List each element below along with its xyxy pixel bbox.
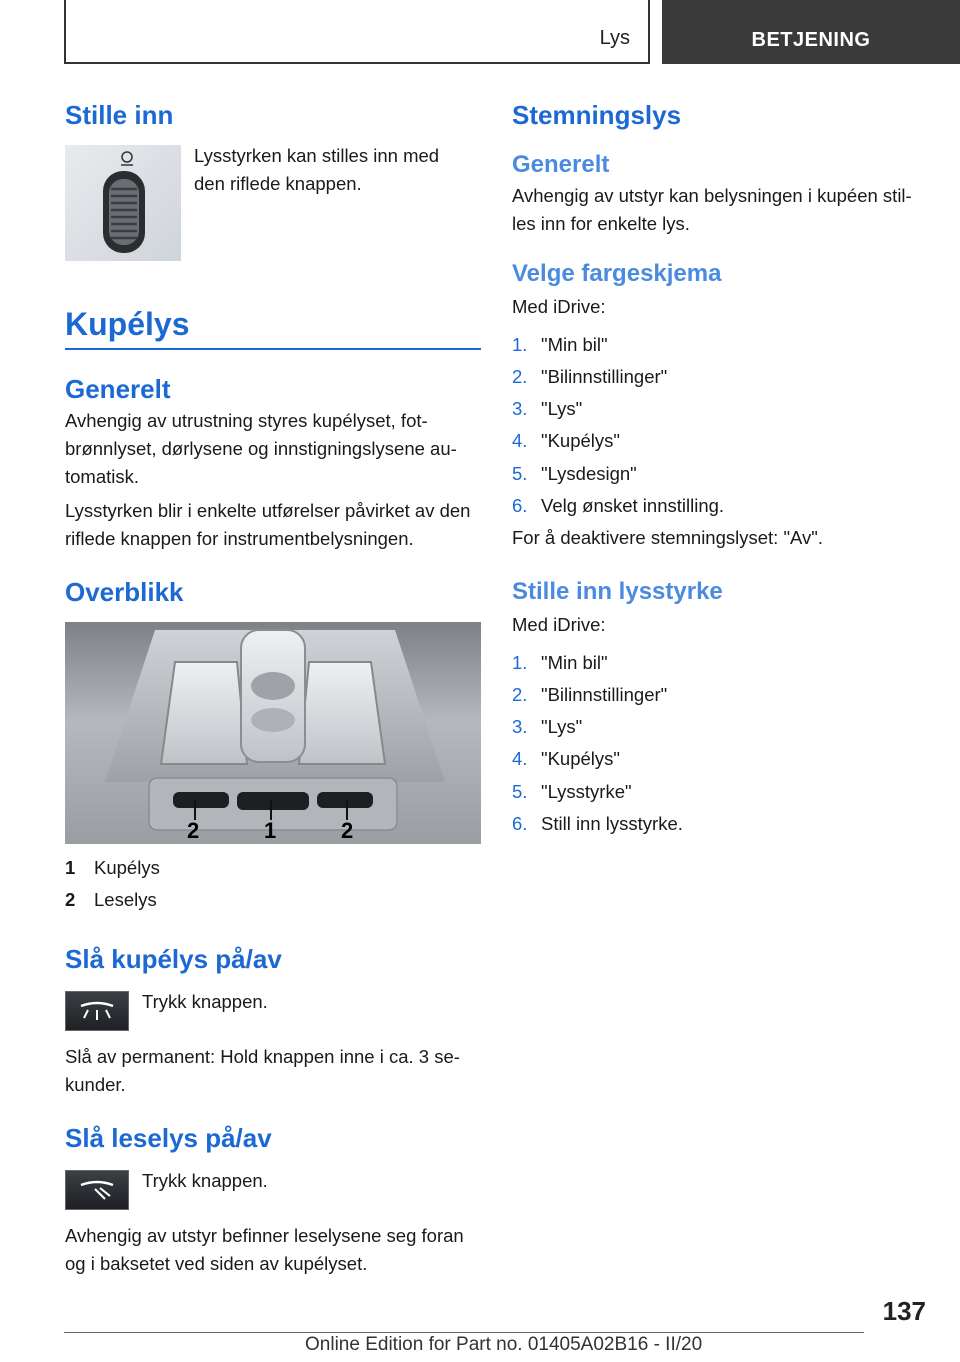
legend-item: [65, 852, 481, 884]
legend-label: Kupélys: [94, 856, 160, 878]
step-text: "Bilinnstillinger": [541, 684, 668, 705]
overblikk-heading: Overblikk: [65, 576, 184, 607]
legend-number: 1: [65, 856, 76, 878]
step-text: Velg ønsket innstilling.: [541, 494, 725, 516]
kupelys-generelt-paragraph-2: Lysstyrken blir i enkelte utførelser påvirket av den riflede knappen for instrumentbelysningen.: [65, 499, 471, 549]
interior-light-unit-photo: [65, 622, 481, 844]
lysstyrke-steps: [512, 647, 928, 840]
list-item: [512, 647, 928, 679]
footer-divider: [64, 1332, 864, 1333]
header-section-box: [64, 0, 650, 64]
step-number: 5.: [512, 462, 528, 484]
stille-inn-text: Lysstyrken kan stilles inn med den riflede knappen.: [194, 145, 440, 195]
step-number: 1.: [512, 651, 528, 673]
kupelys-heading: Kupélys: [65, 305, 481, 349]
sla-kupelys-text: Trykk knappen.: [142, 991, 268, 1013]
header-section-title: Lys: [599, 27, 630, 49]
sla-kupelys-note: Slå av permanent: Hold knappen inne i ca. 3 sekunder.: [65, 1046, 460, 1096]
sla-kupelys-row: [65, 991, 481, 1031]
header-chapter-title: BETJENING: [751, 29, 871, 51]
kupelys-generelt-paragraph-1: Avhengig av utrustning styres kupélyset, fotbrønnlyset, dørlysene og innstigningslysene automatisk.: [65, 409, 457, 487]
photo-callout-1: 1: [264, 817, 277, 843]
step-text: "Lysdesign": [541, 462, 637, 484]
stemningslys-generelt-heading: Generelt: [512, 151, 610, 179]
dimmer-knob-icon: [65, 145, 181, 261]
step-number: 5.: [512, 780, 528, 802]
list-item: [512, 711, 928, 743]
list-item: [512, 679, 928, 711]
list-item: [512, 458, 928, 490]
list-item: [512, 776, 928, 808]
step-number: 2.: [512, 684, 528, 705]
list-item: [512, 743, 928, 775]
list-item: [512, 425, 928, 457]
sla-leselys-text: Trykk knappen.: [142, 1170, 268, 1192]
list-item: [512, 361, 928, 393]
stemningslys-generelt-text: Avhengig av utstyr kan belysningen i kupéen stilles inn for enkelte lys.: [512, 184, 912, 234]
step-number: 2.: [512, 365, 528, 387]
legend-item: [65, 884, 481, 916]
photo-callout-2-right: 2: [341, 817, 354, 843]
right-column: [512, 100, 928, 840]
legend-number: 2: [65, 888, 76, 910]
fargeskjema-intro: Med iDrive:: [512, 295, 606, 317]
step-number: 6.: [512, 812, 528, 834]
step-text: "Kupélys": [541, 748, 620, 770]
step-text: Still inn lysstyrke.: [541, 812, 683, 834]
list-item: [512, 808, 928, 840]
photo-callout-2-left: 2: [187, 817, 200, 843]
lysstyrke-intro: Med iDrive:: [512, 613, 606, 635]
sla-leselys-heading: Slå leselys på/av: [65, 1123, 272, 1154]
list-item: [512, 393, 928, 425]
legend-label: Leselys: [94, 888, 157, 910]
reading-light-button-icon: [65, 1170, 129, 1210]
sla-leselys-note: Avhengig av utstyr befinner leselysene seg foran og i baksetet ved siden av kupélyset.: [65, 1225, 464, 1275]
header-chapter-tab: [662, 0, 960, 64]
fargeskjema-note: For å deaktivere stemningslyset: "Av".: [512, 527, 823, 548]
step-text: "Lys": [541, 398, 583, 420]
fargeskjema-heading: Velge fargeskjema: [512, 259, 722, 287]
stille-inn-heading: Stille inn: [65, 100, 174, 130]
step-text: "Bilinnstillinger": [541, 365, 668, 387]
step-number: 3.: [512, 398, 528, 420]
left-column: [65, 100, 481, 1278]
page-number: 137: [882, 1296, 926, 1326]
photo-legend: [65, 852, 481, 916]
kupelys-generelt-heading: Generelt: [65, 373, 171, 404]
step-number: 4.: [512, 748, 528, 770]
sla-kupelys-heading: Slå kupélys på/av: [65, 943, 282, 974]
sla-leselys-row: [65, 1170, 481, 1210]
fargeskjema-steps: [512, 329, 928, 522]
stille-inn-row: [65, 145, 481, 261]
step-number: 1.: [512, 333, 528, 355]
interior-light-button-icon: [65, 991, 129, 1031]
footer-edition: Online Edition for Part no. 01405A02B16 - II/20: [305, 1334, 703, 1355]
list-item: [512, 329, 928, 361]
step-number: 6.: [512, 494, 528, 516]
step-number: 4.: [512, 430, 528, 452]
step-text: "Kupélys": [541, 430, 620, 452]
step-text: "Min bil": [541, 651, 608, 673]
step-text: "Lys": [541, 716, 583, 738]
lysstyrke-heading: Stille inn lysstyrke: [512, 578, 723, 605]
list-item: [512, 490, 928, 522]
step-text: "Min bil": [541, 333, 608, 355]
step-number: 3.: [512, 716, 528, 738]
step-text: "Lysstyrke": [541, 780, 632, 802]
stemningslys-heading: Stemningslys: [512, 100, 682, 130]
